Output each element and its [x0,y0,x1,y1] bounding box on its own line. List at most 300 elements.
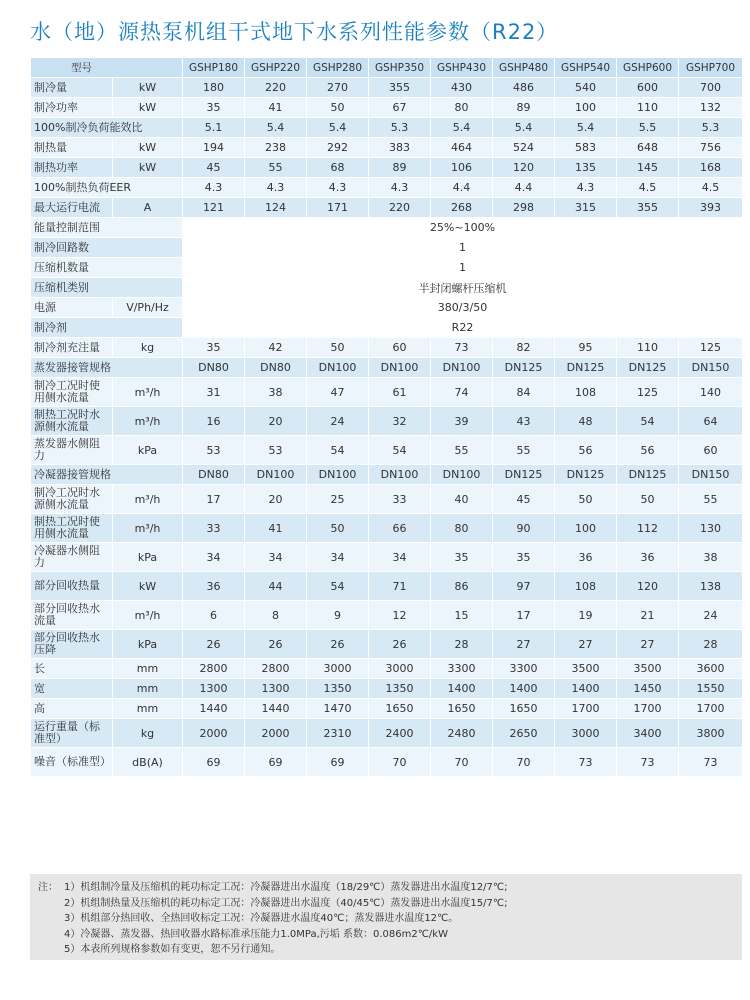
cell-value: 40 [431,485,493,514]
cell-value: 2800 [183,659,245,679]
cell-value: 2800 [245,659,307,679]
cell-value: 2480 [431,719,493,748]
cell-value: 90 [493,514,555,543]
cell-value: 34 [369,543,431,572]
table-row [31,485,743,514]
cell-value: 69 [183,748,245,777]
row-unit: mm [113,699,183,719]
cell-value: 140 [679,378,743,407]
row-label: 噪音（标准型） [31,748,113,777]
cell-value: 383 [369,138,431,158]
table-row [31,679,743,699]
cell-value: 20 [245,485,307,514]
cell-value: 43 [493,407,555,436]
table-row [31,198,743,218]
cell-value: 110 [617,98,679,118]
table-row [31,407,743,436]
model-header: GSHP220 [245,58,307,78]
table-row [31,436,743,465]
cell-value: DN100 [431,465,493,485]
cell-value: 34 [245,543,307,572]
cell-value: DN80 [183,358,245,378]
note-line: 1）机组制冷量及压缩机的耗功标定工况：冷凝器进出水温度（18/29℃）蒸发器进出水温度12/7℃; [64,882,508,893]
cell-value: 67 [369,98,431,118]
cell-value: 125 [679,338,743,358]
table-row [31,514,743,543]
cell-value: 1300 [183,679,245,699]
cell-value: 32 [369,407,431,436]
cell-value: 125 [617,378,679,407]
spanning-value: 1 [183,258,743,278]
table-row-span [31,278,743,298]
cell-value: 54 [307,572,369,601]
cell-value: 33 [369,485,431,514]
cell-value: 42 [245,338,307,358]
cell-value: DN100 [307,465,369,485]
cell-value: 50 [307,98,369,118]
cell-value: 53 [245,436,307,465]
cell-value: 33 [183,514,245,543]
cell-value: 100 [555,98,617,118]
cell-value: 3000 [307,659,369,679]
cell-value: 355 [617,198,679,218]
cell-value: 55 [679,485,743,514]
cell-value: 1700 [555,699,617,719]
table-row [31,465,743,485]
cell-value: 38 [679,543,743,572]
cell-value: 108 [555,378,617,407]
cell-value: 71 [369,572,431,601]
cell-value: 171 [307,198,369,218]
model-header: GSHP280 [307,58,369,78]
cell-value: 41 [245,98,307,118]
cell-value: 70 [493,748,555,777]
cell-value: 121 [183,198,245,218]
cell-value: 1400 [555,679,617,699]
cell-value: 95 [555,338,617,358]
cell-value: 26 [183,630,245,659]
row-label: 电源 [31,298,113,318]
cell-value: 5.4 [245,118,307,138]
cell-value: DN125 [555,465,617,485]
cell-value: 4.3 [183,178,245,198]
cell-value: 3500 [617,659,679,679]
spanning-value: 25%~100% [183,218,743,238]
model-header: GSHP540 [555,58,617,78]
table-row [31,630,743,659]
cell-value: 24 [679,601,743,630]
cell-value: 55 [245,158,307,178]
cell-value: 648 [617,138,679,158]
cell-value: 54 [617,407,679,436]
cell-value: 132 [679,98,743,118]
cell-value: 35 [431,543,493,572]
cell-value: DN100 [245,465,307,485]
table-row-span [31,238,743,258]
row-label: 制冷量 [31,78,113,98]
cell-value: 112 [617,514,679,543]
row-label: 制热工况时使用侧水流量 [31,514,113,543]
table-row [31,338,743,358]
cell-value: 80 [431,98,493,118]
cell-value: 393 [679,198,743,218]
cell-value: 56 [617,436,679,465]
notes-box [30,874,742,960]
row-unit: A [113,198,183,218]
cell-value: 756 [679,138,743,158]
cell-value: 69 [307,748,369,777]
cell-value: 20 [245,407,307,436]
cell-value: 3300 [493,659,555,679]
row-label: 制热功率 [31,158,113,178]
cell-value: 97 [493,572,555,601]
cell-value: 1650 [493,699,555,719]
header-row [31,58,743,78]
cell-value: DN100 [431,358,493,378]
cell-value: 3000 [369,659,431,679]
table-row [31,719,743,748]
note-line: 2）机组制热量及压缩机的耗功标定工况：冷凝器进出水温度（40/45℃）蒸发器进出水温度15/7℃; [64,897,508,909]
table-row [31,138,743,158]
cell-value: 50 [307,514,369,543]
cell-value: 268 [431,198,493,218]
cell-value: 315 [555,198,617,218]
row-label: 100%制冷负荷能效比 [31,118,183,138]
row-unit: kPa [113,436,183,465]
model-header: GSHP350 [369,58,431,78]
cell-value: 54 [369,436,431,465]
note-line: 5）本表所列规格参数如有变更，恕不另行通知。 [64,944,281,955]
cell-value: 34 [183,543,245,572]
cell-value: 5.1 [183,118,245,138]
cell-value: 168 [679,158,743,178]
table-row-span [31,298,743,318]
cell-value: DN125 [617,465,679,485]
table-row [31,572,743,601]
cell-value: 194 [183,138,245,158]
row-label: 蒸发器水侧阻力 [31,436,113,465]
cell-value: 12 [369,601,431,630]
row-unit: dB(A) [113,748,183,777]
cell-value: 130 [679,514,743,543]
table-row-span [31,218,743,238]
cell-value: 25 [307,485,369,514]
cell-value: 69 [245,748,307,777]
cell-value: DN100 [369,358,431,378]
row-unit: kW [113,572,183,601]
cell-value: 19 [555,601,617,630]
table-row [31,178,743,198]
cell-value: 238 [245,138,307,158]
cell-value: 21 [617,601,679,630]
cell-value: DN150 [679,358,743,378]
cell-value: 100 [555,514,617,543]
cell-value: 50 [555,485,617,514]
cell-value: 3500 [555,659,617,679]
row-label: 蒸发器接管规格 [31,358,183,378]
cell-value: 56 [555,436,617,465]
cell-value: 540 [555,78,617,98]
row-label: 冷凝器水侧阻力 [31,543,113,572]
cell-value: 45 [493,485,555,514]
spanning-value: 半封闭螺杆压缩机 [183,278,743,298]
cell-value: 60 [679,436,743,465]
row-label: 制冷剂 [31,318,183,338]
table-row [31,748,743,777]
cell-value: 220 [245,78,307,98]
row-label: 部分回收热量 [31,572,113,601]
cell-value: 124 [245,198,307,218]
cell-value: 35 [493,543,555,572]
cell-value: 26 [245,630,307,659]
row-label: 最大运行电流 [31,198,113,218]
cell-value: 73 [431,338,493,358]
cell-value: 89 [493,98,555,118]
cell-value: 1350 [307,679,369,699]
model-header: GSHP430 [431,58,493,78]
cell-value: 486 [493,78,555,98]
cell-value: 1650 [369,699,431,719]
cell-value: 430 [431,78,493,98]
cell-value: DN100 [307,358,369,378]
cell-value: 138 [679,572,743,601]
row-unit: kPa [113,630,183,659]
cell-value: 3800 [679,719,743,748]
cell-value: 73 [679,748,743,777]
row-label: 部分回收热水压降 [31,630,113,659]
cell-value: 74 [431,378,493,407]
model-header: GSHP480 [493,58,555,78]
cell-value: 145 [617,158,679,178]
row-label: 宽 [31,679,113,699]
cell-value: 120 [617,572,679,601]
table-row [31,358,743,378]
cell-value: 35 [183,338,245,358]
cell-value: 17 [493,601,555,630]
page-title: 水（地）源热泵机组干式地下水系列性能参数（R22） [30,20,559,44]
cell-value: 61 [369,378,431,407]
cell-value: 2000 [245,719,307,748]
row-label: 制冷工况时使用侧水流量 [31,378,113,407]
row-unit: kg [113,338,183,358]
row-label: 部分回收热水流量 [31,601,113,630]
notes-prefix: 注： [38,882,58,893]
cell-value: 1350 [369,679,431,699]
cell-value: 89 [369,158,431,178]
cell-value: 86 [431,572,493,601]
table-row [31,601,743,630]
row-label: 制冷回路数 [31,238,183,258]
row-label: 制冷剂充注量 [31,338,113,358]
cell-value: 600 [617,78,679,98]
table-row [31,98,743,118]
cell-value: 700 [679,78,743,98]
cell-value: 5.4 [307,118,369,138]
cell-value: 1550 [679,679,743,699]
note-line: 4）冷凝器、蒸发器、热回收器水路标准承压能力1.0MPa,污垢 系数：0.086m2℃/kW [64,928,448,940]
cell-value: 3600 [679,659,743,679]
cell-value: 45 [183,158,245,178]
cell-value: DN150 [679,465,743,485]
cell-value: 5.4 [431,118,493,138]
model-header-label: 型号 [31,58,183,78]
cell-value: 524 [493,138,555,158]
cell-value: 70 [369,748,431,777]
cell-value: 28 [679,630,743,659]
row-label: 制热工况时水源侧水流量 [31,407,113,436]
cell-value: 298 [493,198,555,218]
cell-value: 5.4 [555,118,617,138]
cell-value: 31 [183,378,245,407]
cell-value: 1650 [431,699,493,719]
cell-value: 26 [369,630,431,659]
cell-value: 64 [679,407,743,436]
row-unit: kW [113,78,183,98]
row-label: 冷凝器接管规格 [31,465,183,485]
table-row [31,118,743,138]
cell-value: 55 [431,436,493,465]
row-unit: mm [113,659,183,679]
row-unit: V/Ph/Hz [113,298,183,318]
row-unit: kW [113,158,183,178]
row-label: 100%制热负荷EER [31,178,183,198]
table-row [31,699,743,719]
cell-value: 44 [245,572,307,601]
cell-value: 27 [493,630,555,659]
cell-value: 54 [307,436,369,465]
row-unit: m³/h [113,378,183,407]
cell-value: 3300 [431,659,493,679]
row-unit: m³/h [113,601,183,630]
table-row-span [31,258,743,278]
cell-value: 82 [493,338,555,358]
cell-value: 110 [617,338,679,358]
cell-value: 16 [183,407,245,436]
cell-value: 4.3 [307,178,369,198]
cell-value: 1300 [245,679,307,699]
row-label: 运行重量（标准型） [31,719,113,748]
cell-value: 84 [493,378,555,407]
cell-value: 36 [555,543,617,572]
cell-value: 55 [493,436,555,465]
row-label: 压缩机类别 [31,278,183,298]
cell-value: 70 [431,748,493,777]
model-header: GSHP600 [617,58,679,78]
cell-value: 66 [369,514,431,543]
cell-value: 270 [307,78,369,98]
table-row [31,78,743,98]
row-unit: m³/h [113,514,183,543]
cell-value: DN80 [245,358,307,378]
cell-value: 1700 [679,699,743,719]
cell-value: 4.5 [617,178,679,198]
spec-table-container [30,57,742,777]
cell-value: 355 [369,78,431,98]
cell-value: 4.3 [369,178,431,198]
cell-value: 28 [431,630,493,659]
cell-value: 80 [431,514,493,543]
cell-value: 108 [555,572,617,601]
cell-value: 1440 [183,699,245,719]
cell-value: 34 [307,543,369,572]
cell-value: 3400 [617,719,679,748]
cell-value: DN125 [555,358,617,378]
cell-value: 4.5 [679,178,743,198]
row-label: 制冷工况时水源侧水流量 [31,485,113,514]
cell-value: 1700 [617,699,679,719]
cell-value: 38 [245,378,307,407]
spanning-value: 380/3/50 [183,298,743,318]
cell-value: 39 [431,407,493,436]
cell-value: 50 [307,338,369,358]
row-label: 制冷功率 [31,98,113,118]
spanning-value: 1 [183,238,743,258]
cell-value: 4.4 [431,178,493,198]
row-unit: kPa [113,543,183,572]
cell-value: 583 [555,138,617,158]
row-label: 制热量 [31,138,113,158]
cell-value: 8 [245,601,307,630]
row-label: 压缩机数量 [31,258,183,278]
cell-value: DN125 [617,358,679,378]
cell-value: 27 [617,630,679,659]
cell-value: 1450 [617,679,679,699]
cell-value: 5.5 [617,118,679,138]
cell-value: 1400 [431,679,493,699]
cell-value: 53 [183,436,245,465]
cell-value: 35 [183,98,245,118]
cell-value: 15 [431,601,493,630]
cell-value: 41 [245,514,307,543]
cell-value: 68 [307,158,369,178]
cell-value: 106 [431,158,493,178]
cell-value: 1470 [307,699,369,719]
row-unit: kW [113,138,183,158]
cell-value: DN125 [493,465,555,485]
cell-value: 73 [617,748,679,777]
cell-value: DN125 [493,358,555,378]
model-header: GSHP180 [183,58,245,78]
spanning-value: R22 [183,318,743,338]
table-row [31,543,743,572]
cell-value: 5.4 [493,118,555,138]
row-unit: kg [113,719,183,748]
cell-value: 5.3 [369,118,431,138]
cell-value: 50 [617,485,679,514]
table-row [31,659,743,679]
cell-value: 17 [183,485,245,514]
row-unit: m³/h [113,485,183,514]
cell-value: 48 [555,407,617,436]
cell-value: 464 [431,138,493,158]
cell-value: 26 [307,630,369,659]
cell-value: 6 [183,601,245,630]
cell-value: 36 [617,543,679,572]
cell-value: 2310 [307,719,369,748]
cell-value: 2400 [369,719,431,748]
table-row-span [31,318,743,338]
row-unit: kW [113,98,183,118]
table-row [31,158,743,178]
cell-value: 4.3 [245,178,307,198]
cell-value: 220 [369,198,431,218]
cell-value: 3000 [555,719,617,748]
cell-value: 24 [307,407,369,436]
cell-value: 1400 [493,679,555,699]
table-row [31,378,743,407]
cell-value: 36 [183,572,245,601]
row-label: 长 [31,659,113,679]
